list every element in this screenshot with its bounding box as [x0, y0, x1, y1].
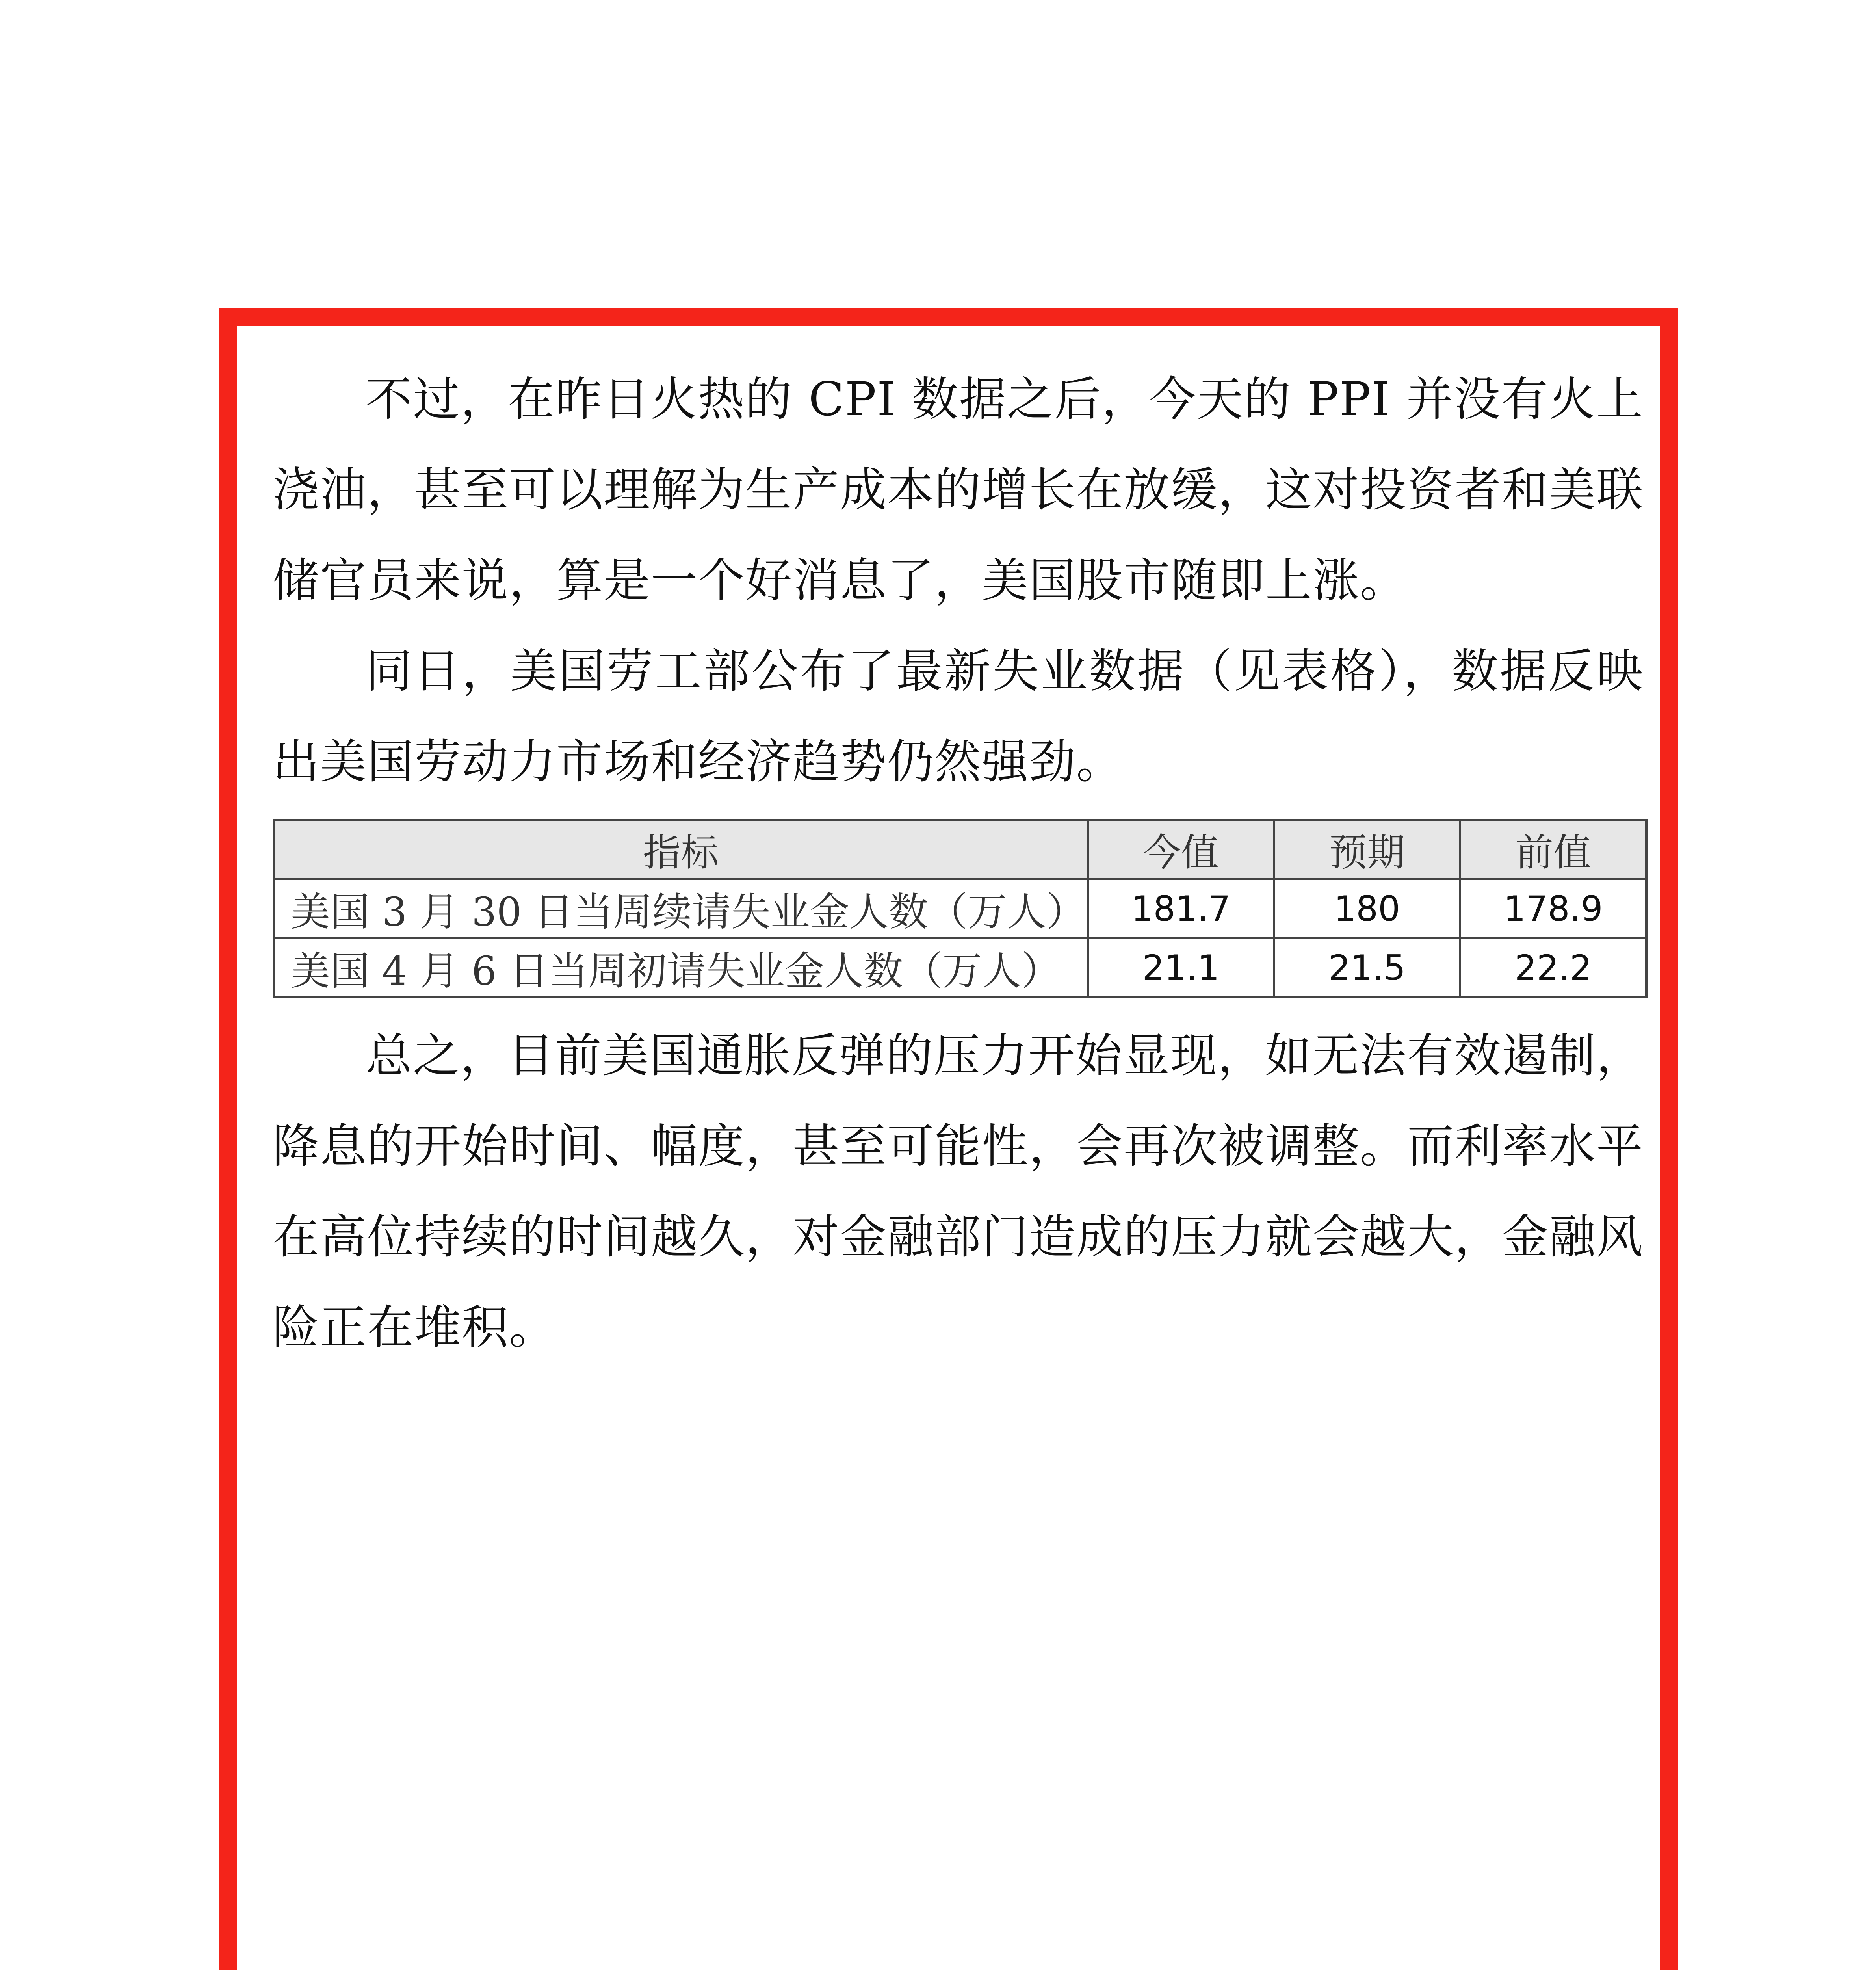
paragraph-labor-data: 同日，美国劳工部公布了最新失业数据（见表格），数据反映出美国劳动力市场和经济趋势仍然强劲。 [273, 644, 1644, 789]
page-content [273, 354, 1644, 1373]
unemployment-data-table [273, 819, 1648, 998]
header-expected: 预期 [1274, 820, 1460, 879]
table-row [274, 879, 1646, 938]
header-current: 今值 [1088, 820, 1274, 879]
header-indicator: 指标 [274, 820, 1088, 879]
red-page-frame [219, 308, 1678, 1970]
table-row [274, 938, 1646, 997]
row-indicator: 美国 3 月 30 日当周续请失业金人数（万人） [274, 879, 1088, 938]
row-expected: 180 [1274, 879, 1460, 938]
table-header-row [274, 820, 1646, 879]
row-expected: 21.5 [1274, 938, 1460, 997]
row-current: 21.1 [1088, 938, 1274, 997]
row-indicator: 美国 4 月 6 日当周初请失业金人数（万人） [274, 938, 1088, 997]
paragraph-ppi: 不过，在昨日火热的 CPI 数据之后，今天的 PPI 并没有火上浇油，甚至可以理解为生产成本的增长在放缓，这对投资者和美联储官员来说，算是一个好消息了，美国股市随即上涨。 [273, 372, 1644, 608]
row-previous: 22.2 [1460, 938, 1646, 997]
row-current: 181.7 [1088, 879, 1274, 938]
paragraph-conclusion: 总之，目前美国通胀反弹的压力开始显现，如无法有效遏制，降息的开始时间、幅度，甚至可能性，会再次被调整。而利率水平在高位持续的时间越久，对金融部门造成的压力就会越大，金融风险正在堆积。 [273, 1028, 1644, 1355]
header-previous: 前值 [1460, 820, 1646, 879]
row-previous: 178.9 [1460, 879, 1646, 938]
